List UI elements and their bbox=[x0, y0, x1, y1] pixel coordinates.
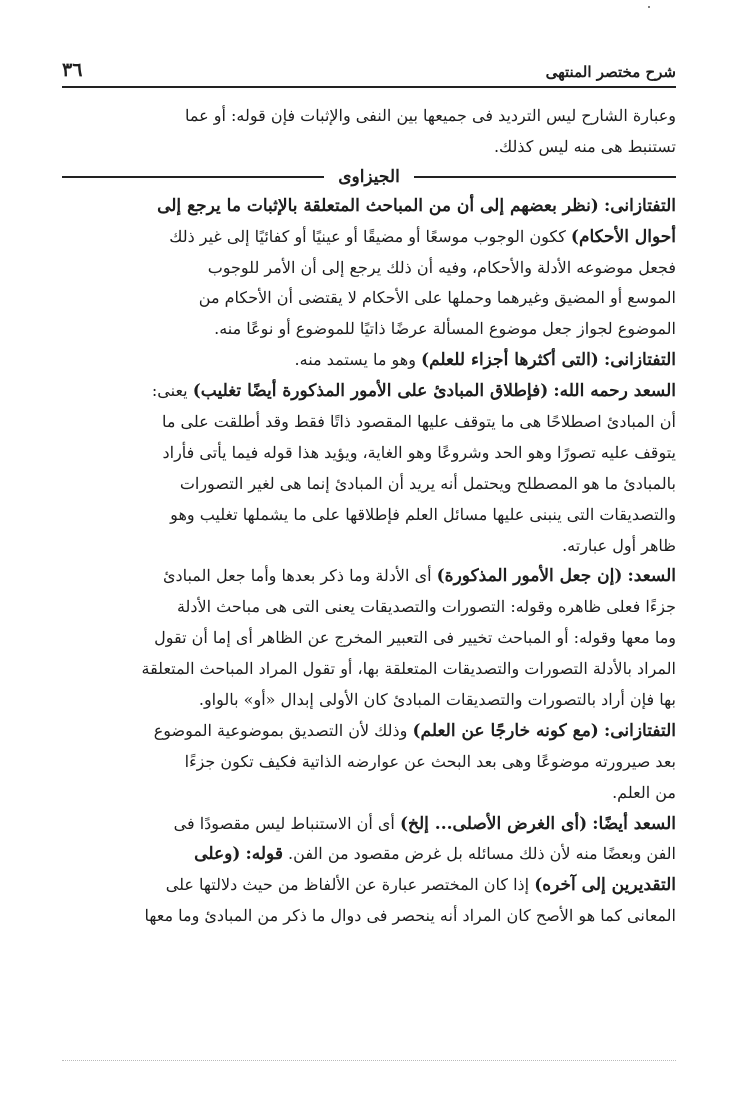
text-line bbox=[62, 376, 676, 407]
commentary-text: الفن وبعضًا منه لأن ذلك مسائله بل غرض مقصود من الفن. bbox=[288, 844, 676, 864]
text-line: والتصديقات التى ينبنى عليها مسائل العلم فإطلاقها على ما يشملها تغليب وهو bbox=[170, 504, 676, 524]
text-line bbox=[62, 809, 676, 840]
running-title: شرح مختصر المنتهى bbox=[545, 63, 676, 81]
scan-speck bbox=[648, 6, 650, 8]
text-line: ظاهر أول عبارته. bbox=[562, 535, 676, 555]
text-line bbox=[62, 870, 676, 901]
quoted-lemma: (أى الغرض الأصلى... إلخ) bbox=[399, 813, 588, 834]
text-line: المراد بالأدلة التصورات والتصديقات المتعلقة بها، أو تقول المراد المباحث المتعلقة bbox=[141, 659, 676, 679]
quoted-lemma: (فإطلاق المبادئ على الأمور المذكورة أيضًا تغليب) bbox=[192, 381, 549, 402]
quoted-lemma: (إن جعل الأمور المذكورة) bbox=[436, 566, 623, 587]
commentary-text: ككون الوجوب موسعًا أو مضيقًا أو عينيًا أو كفائيًا إلى غير ذلك bbox=[169, 226, 566, 246]
text-line: المعانى كما هو الأصح كان المراد أنه ينحصر فى دوال ما ذكر من المبادئ وما معها bbox=[144, 906, 676, 926]
speaker-label: التفتازانى: bbox=[603, 350, 676, 371]
text-line: الموسع أو المضيق وغيرهما وحملها على الأحكام لا يقتضى أن الأحكام من bbox=[198, 288, 676, 308]
text-line: بها فإن أراد بالتصورات والتصديقات المبادئ كان الأولى إبدال «أو» بالواو. bbox=[198, 690, 676, 710]
text-line bbox=[62, 222, 676, 253]
quoted-lemma: التقديرين إلى آخره) bbox=[534, 875, 676, 896]
text-line: الموضوع لجواز جعل موضوع المسألة عرضًا ذاتيًا للموضوع أو نوعًا منه. bbox=[214, 319, 676, 339]
text-line bbox=[62, 561, 676, 592]
commentary-text: أى أن الاستنباط ليس مقصودًا فى bbox=[173, 813, 395, 833]
commentary-text: وذلك لأن التصديق بموضوعية الموضوع bbox=[153, 720, 408, 740]
divider-rule-left bbox=[62, 176, 324, 178]
speaker-label: قوله: bbox=[245, 844, 283, 865]
text-line: تستنبط هى منه ليس كذلك. bbox=[493, 136, 676, 156]
text-line: أن المبادئ اصطلاحًا هى ما يتوقف عليها المقصود ذاتًا فقط وقد أطلقت على ما bbox=[161, 412, 676, 432]
text-line: وما معها وقوله: أو المباحث تخيير فى التعبير المخرج عن الظاهر أى إما أن تقول bbox=[154, 628, 676, 648]
divider-rule-right bbox=[414, 176, 676, 178]
speaker-label: السعد رحمه الله: bbox=[553, 381, 676, 402]
page-header bbox=[62, 56, 676, 88]
speaker-label: التفتازانى: bbox=[603, 720, 676, 741]
text-line: يتوقف عليه تصورًا وهو الحد وشروعًا وهو الغاية، ويؤيد هذا قوله فيما يأتى فأراد bbox=[162, 442, 676, 462]
scan-edge-dots bbox=[62, 1060, 676, 1061]
text-line bbox=[62, 345, 676, 376]
quoted-lemma: (مع كونه خارجًا عن العلم) bbox=[412, 720, 599, 741]
commentary-text: وهو ما يستمد منه. bbox=[294, 350, 416, 370]
commentary-text: يعنى: bbox=[151, 381, 188, 401]
speaker-label: السعد أيضًا: bbox=[592, 813, 676, 834]
text-line bbox=[62, 191, 676, 222]
commentary-text: إذا كان المختصر عبارة عن الألفاظ من حيث دلالتها على bbox=[165, 875, 530, 895]
page-body bbox=[62, 101, 676, 932]
text-line: بعد صيرورته موضوعًا وهى بعد البحث عن عوارضه الذاتية فكيف تكون جزءًا bbox=[184, 751, 676, 771]
page-number: ٣٦ bbox=[62, 59, 83, 81]
quoted-lemma: (التى أكثرها أجزاء للعلم) bbox=[421, 350, 599, 371]
commentary-text: أى الأدلة وما ذكر بعدها وأما جعل المبادئ bbox=[162, 566, 432, 586]
speaker-label: السعد: bbox=[627, 566, 676, 587]
text-line bbox=[62, 839, 676, 870]
text-line: بالمبادئ ما هو المصطلح ويحتمل أنه يريد أن المبادئ إنما هى لغير التصورات bbox=[179, 473, 676, 493]
text-line bbox=[62, 716, 676, 747]
text-line: جزءًا فعلى ظاهره وقوله: التصورات والتصديقات يعنى التى هى مباحث الأدلة bbox=[176, 597, 676, 617]
quoted-lemma: (وعلى bbox=[194, 844, 241, 865]
commentator-heading: الجيزاوى bbox=[338, 166, 400, 187]
section-divider bbox=[62, 163, 676, 191]
quoted-lemma: (نظر بعضهم إلى أن من المباحث المتعلقة بالإثبات ما يرجع إلى bbox=[157, 195, 599, 216]
text-line: وعبارة الشارح ليس الترديد فى جميعها بين النفى والإثبات فإن قوله: أو عما bbox=[184, 106, 676, 125]
text-line: من العلم. bbox=[612, 782, 676, 802]
speaker-label: التفتازانى: bbox=[603, 195, 676, 216]
quoted-lemma: أحوال الأحكام) bbox=[570, 226, 676, 247]
text-line: فجعل موضوعه الأدلة والأحكام، وفيه أن ذلك يرجع إلى أن الأمر للوجوب bbox=[207, 257, 676, 277]
